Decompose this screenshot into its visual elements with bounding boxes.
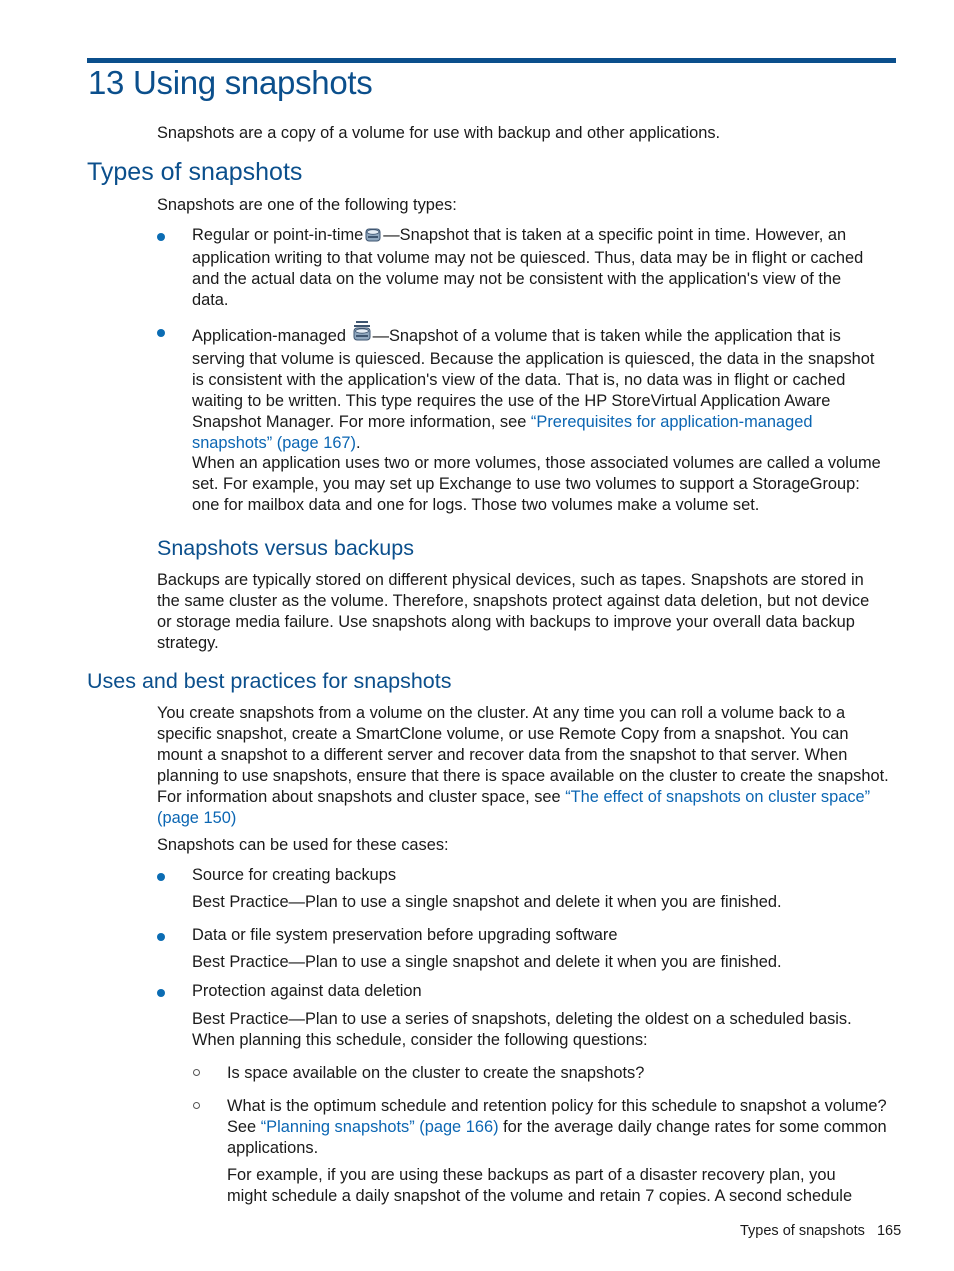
types-heading: Types of snapshots <box>87 158 303 186</box>
regular-label: Regular or point-in-time <box>192 226 364 244</box>
cases-lead: Snapshots can be used for these cases: <box>157 836 449 854</box>
appmanaged-label: Application-managed <box>192 327 346 345</box>
versus-heading: Snapshots versus backups <box>157 536 414 560</box>
sub-bullet <box>193 1069 200 1076</box>
case-1: Source for creating backups <box>192 866 397 884</box>
sub-bullet <box>193 1102 200 1109</box>
page-number: 165 <box>876 1223 902 1239</box>
cluster-space-link-cont[interactable]: (page 150) <box>157 809 237 827</box>
chapter-title: 13 Using snapshots <box>88 64 373 101</box>
volume-set-paragraph: When an application uses two or more volumes, those associated volumes are called a volume set. For example, you may set up Exchange to use two volumes to support a StorageGroup: one for mailbox data and one for logs. Those two volumes make a volume set. <box>192 454 881 514</box>
uses-paragraph: You create snapshots from a volume on the cluster. At any time you can roll a volume back to a specific snapshot, create a SmartClone volume, or use Remote Copy from a snapshot. You can mount a snapshot to a different server and recover data from the snapshot to that server. When planning to use snapshots, ensure that there is space available on the cluster to create the snapshot. For information about snapshots and cluster space, see “The effect of snapshots on cluster space” (page 150) <box>157 704 889 827</box>
question-2: What is the optimum schedule and retention policy for this schedule to snapshot a volume? See “Planning snapshots” (page 166) for the average daily change rates for some common applications. <box>227 1097 887 1157</box>
case-1-best-practice: Best Practice—Plan to use a single snapshot and delete it when you are finished. <box>192 893 782 911</box>
cluster-space-link[interactable]: “The effect of snapshots on cluster space” <box>565 788 871 806</box>
question-1: Is space available on the cluster to create the snapshots? <box>227 1064 645 1082</box>
footer-section: Types of snapshots <box>740 1223 865 1239</box>
planning-snapshots-link[interactable]: “Planning snapshots” (page 166) <box>260 1118 499 1136</box>
question-2-example: For example, if you are using these backups as part of a disaster recovery plan, you might schedule a daily snapshot of the volume and retain 7 copies. A second schedule <box>227 1166 853 1205</box>
case-3: Protection against data deletion <box>192 982 422 1000</box>
chapter-rule <box>87 58 896 63</box>
bullet <box>157 989 165 997</box>
uses-heading: Uses and best practices for snapshots <box>87 669 452 693</box>
prerequisites-link-cont[interactable]: snapshots” (page 167) <box>192 434 357 452</box>
bullet <box>157 329 165 337</box>
types-lead: Snapshots are one of the following types: <box>157 196 457 214</box>
case-2: Data or file system preservation before upgrading software <box>192 926 618 944</box>
appmanaged-snapshot-item: Application-managed —Snapshot of a volume that is taken while the application that is serving that volume is quiesced. Because the application is quiesced, the data in the snapshot is consistent with the application's view of the data. That is, no data was in flight or cached waiting to be written. This type requires the use of the HP StoreVirtual Application Aware Snapshot Manager. For more information, see “Prerequisites for application-managed snapshots” (page 167). <box>192 321 874 454</box>
bullet <box>157 233 165 241</box>
bullet <box>157 933 165 941</box>
versus-paragraph: Backups are typically stored on different physical devices, such as tapes. Snapshots are stored in the same cluster as the volume. Therefore, snapshots protect against data deletion, but not device or storage media failure. Use snapshots along with backups to improve your overall data backup strategy. <box>157 571 870 652</box>
intro-text: Snapshots are a copy of a volume for use with backup and other applications. <box>157 124 721 142</box>
case-2-best-practice: Best Practice—Plan to use a single snapshot and delete it when you are finished. <box>192 953 782 971</box>
bullet <box>157 873 165 881</box>
page-footer <box>740 1223 901 1239</box>
regular-snapshot-icon <box>365 227 381 248</box>
application-managed-snapshot-icon <box>353 321 371 349</box>
prerequisites-link[interactable]: “Prerequisites for application-managed <box>530 413 813 431</box>
regular-snapshot-item: Regular or point-in-time —Snapshot that is taken at a specific point in time. However, an application writing to that volume may not be quiesced. Thus, data may be in flight or cached and the actual data on the volume may not be consistent with the application's view of the data. <box>192 226 864 309</box>
case-3-best-practice: Best Practice—Plan to use a series of snapshots, deleting the oldest on a scheduled basis. When planning this schedule, consider the following questions: <box>192 1010 852 1049</box>
